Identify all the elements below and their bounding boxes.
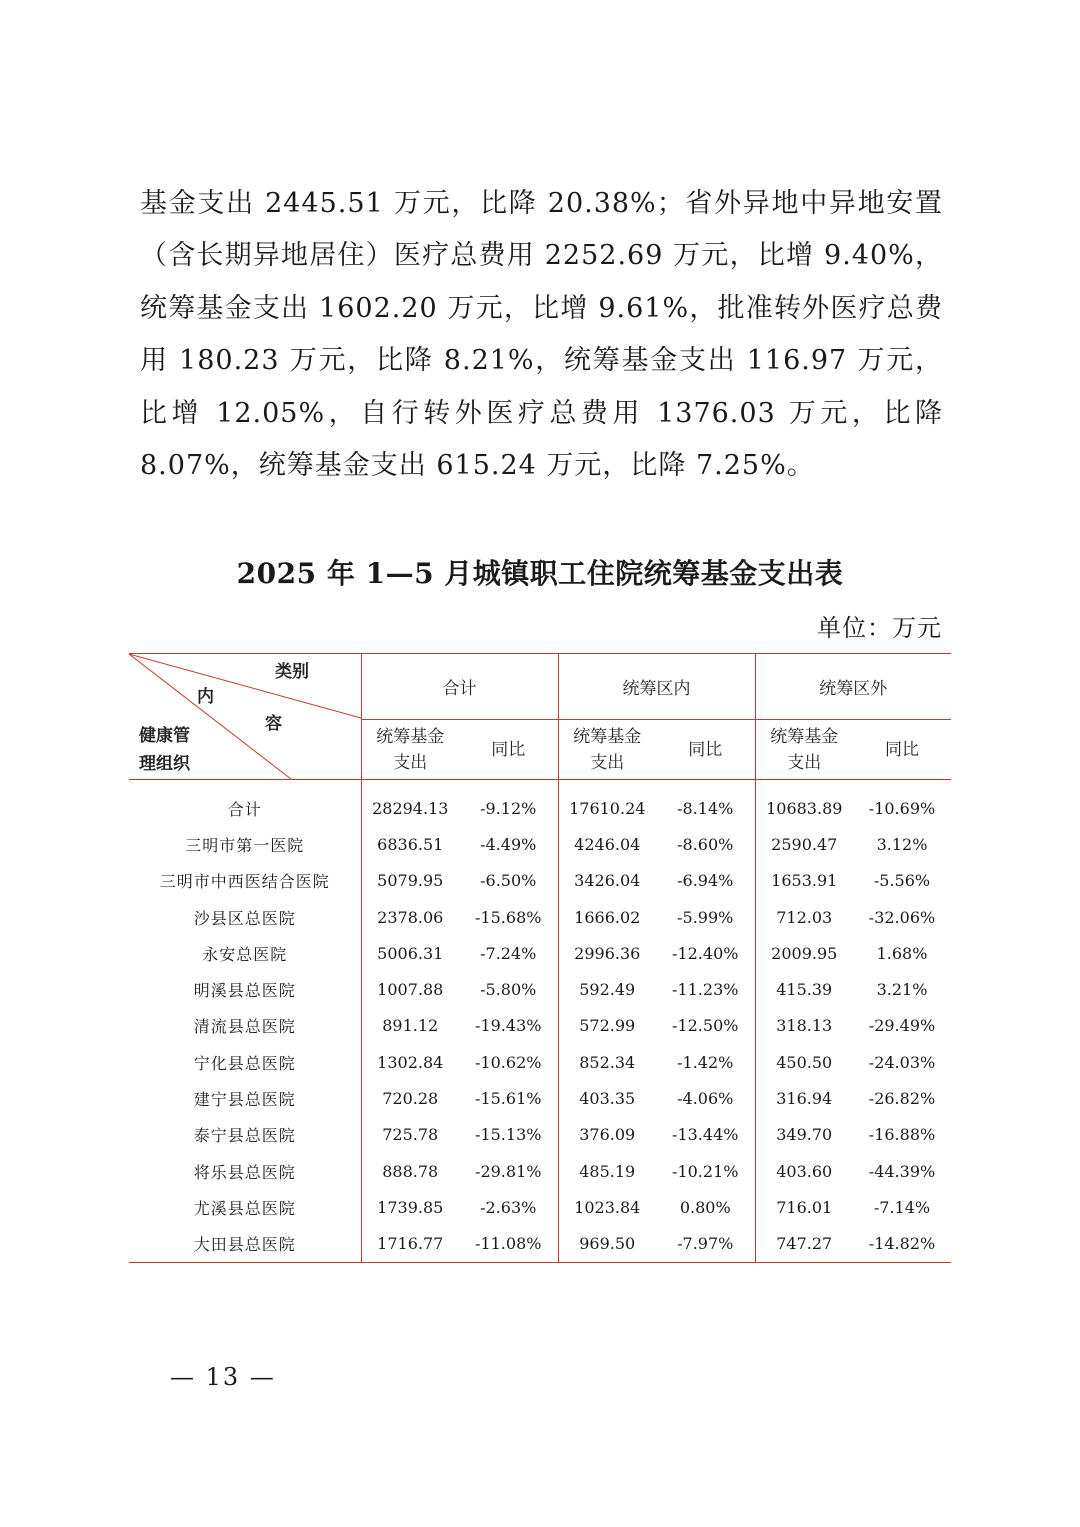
- inside-fund: 4246.04: [558, 826, 656, 862]
- total-yoy: -11.08%: [459, 1226, 558, 1263]
- total-fund: 1739.85: [361, 1189, 459, 1225]
- outside-yoy: -24.03%: [868, 1052, 936, 1072]
- total-yoy: -15.13%: [475, 1125, 542, 1145]
- org-name: 明溪县总医院: [193, 981, 296, 1001]
- inside-yoy: -4.06%: [677, 1089, 734, 1109]
- header-row-groups: [129, 654, 951, 720]
- inside-yoy: -8.60%: [677, 834, 734, 854]
- org-name: 合计: [227, 799, 262, 819]
- total-yoy: -15.61%: [475, 1089, 542, 1109]
- org-name: 清流县总医院: [193, 1017, 296, 1037]
- org-name: 尤溪县总医院: [193, 1198, 296, 1218]
- inside-fund: 592.49: [558, 971, 656, 1007]
- outside-yoy: 1.68%: [876, 943, 928, 963]
- corner-org-label-1: 健康管: [139, 726, 190, 746]
- table-row: [129, 899, 951, 935]
- total-fund: 6836.51: [361, 826, 459, 862]
- group-header-outside: 统筹区外: [755, 654, 951, 720]
- total-fund: 5006.31: [361, 935, 459, 971]
- sub-header-yoy: 同比: [656, 720, 755, 780]
- inside-yoy: -6.94%: [677, 871, 734, 891]
- inside-fund: 403.35: [558, 1080, 656, 1116]
- org-name: 泰宁县总医院: [193, 1126, 296, 1146]
- total-yoy: -15.68%: [475, 907, 542, 927]
- outside-yoy: -26.82%: [868, 1089, 936, 1109]
- total-yoy: -6.50%: [480, 871, 537, 891]
- table-row: [129, 971, 951, 1007]
- table-row: [129, 1153, 951, 1189]
- sub-header-yoy: 同比: [853, 720, 951, 780]
- org-name: 将乐县总医院: [193, 1162, 296, 1182]
- total-yoy: -2.63%: [480, 1197, 537, 1217]
- inside-fund: 1666.02: [558, 899, 656, 935]
- body-paragraph: 基金支出 2445.51 万元，比降 20.38%；省外异地中异地安置（含长期异地居住）医疗总费用 2252.69 万元，比增 9.40%，统筹基金支出 1602.20 万元，比增 9.61%，批准转外医疗总费用 180.23 万元，比降 8.21%，统筹基金支出 116.97 万元，比增 12.05%，自行转外医疗总费用 1376.03 万元，比降 8.07%，统筹基金支出 615.24 万元，比降 7.25%。: [140, 188, 943, 482]
- outside-yoy: -5.56%: [873, 871, 931, 891]
- total-fund: 1302.84: [361, 1044, 459, 1080]
- table-row: [129, 863, 951, 899]
- outside-yoy: 3.21%: [876, 980, 928, 1000]
- table-row: [129, 1044, 951, 1080]
- org-name: 三明市中西医结合医院: [159, 872, 330, 892]
- outside-fund: 450.50: [755, 1044, 853, 1080]
- total-yoy: -19.43%: [475, 1016, 542, 1036]
- total-fund: 28294.13: [361, 780, 459, 827]
- outside-fund: 747.27: [755, 1226, 853, 1263]
- inside-fund: 3426.04: [558, 863, 656, 899]
- total-fund: 1716.77: [361, 1226, 459, 1263]
- inside-yoy: -10.21%: [672, 1161, 739, 1181]
- total-fund: 1007.88: [361, 971, 459, 1007]
- outside-yoy: 3.12%: [876, 834, 928, 854]
- group-header-total: 合计: [361, 654, 558, 720]
- total-fund: 720.28: [361, 1080, 459, 1116]
- corner-org-label-2: 理组织: [139, 754, 190, 774]
- outside-yoy: -7.14%: [873, 1197, 931, 1217]
- inside-fund: 17610.24: [558, 780, 656, 827]
- outside-yoy: -10.69%: [868, 798, 936, 818]
- outside-fund: 1653.91: [755, 863, 853, 899]
- inside-fund: 572.99: [558, 1008, 656, 1044]
- total-yoy: -4.49%: [480, 834, 537, 854]
- table-row: [129, 1117, 951, 1153]
- table-row: [129, 1226, 951, 1263]
- inside-yoy: -12.50%: [672, 1016, 739, 1036]
- outside-yoy: -44.39%: [868, 1161, 936, 1181]
- outside-fund: 10683.89: [755, 780, 853, 827]
- org-name: 建宁县总医院: [193, 1090, 296, 1110]
- inside-yoy: -5.99%: [677, 907, 734, 927]
- org-name: 三明市第一医院: [185, 835, 305, 855]
- inside-fund: 1023.84: [558, 1189, 656, 1225]
- total-yoy: -7.24%: [480, 943, 537, 963]
- group-header-inside: 统筹区内: [558, 654, 755, 720]
- fund-expenditure-table: [129, 653, 951, 1263]
- sub-header-yoy: 同比: [459, 720, 558, 780]
- inside-fund: 969.50: [558, 1226, 656, 1263]
- total-yoy: -10.62%: [475, 1052, 542, 1072]
- outside-fund: 349.70: [755, 1117, 853, 1153]
- inside-yoy: -12.40%: [672, 943, 739, 963]
- outside-fund: 712.03: [755, 899, 853, 935]
- outside-fund: 403.60: [755, 1153, 853, 1189]
- table-unit: 单位：万元: [817, 614, 942, 642]
- outside-yoy: -16.88%: [868, 1125, 936, 1145]
- outside-fund: 2009.95: [755, 935, 853, 971]
- total-fund: 725.78: [361, 1117, 459, 1153]
- inside-fund: 485.19: [558, 1153, 656, 1189]
- outside-fund: 318.13: [755, 1008, 853, 1044]
- inside-fund: 376.09: [558, 1117, 656, 1153]
- total-fund: 5079.95: [361, 863, 459, 899]
- inside-yoy: -13.44%: [672, 1125, 739, 1145]
- total-yoy: -5.80%: [480, 980, 537, 1000]
- outside-yoy: -29.49%: [868, 1016, 936, 1036]
- total-fund: 2378.06: [361, 899, 459, 935]
- table-row: [129, 1189, 951, 1225]
- corner-content-label-1: 内: [197, 687, 214, 707]
- outside-fund: 316.94: [755, 1080, 853, 1116]
- table-row: [129, 935, 951, 971]
- inside-yoy: -1.42%: [677, 1052, 734, 1072]
- inside-yoy: -7.97%: [656, 1226, 755, 1263]
- outside-fund: 2590.47: [755, 826, 853, 862]
- outside-fund: 415.39: [755, 971, 853, 1007]
- total-fund: 888.78: [361, 1153, 459, 1189]
- table-row: [129, 780, 951, 827]
- table-title: 2025 年 1—5 月城镇职工住院统筹基金支出表: [236, 557, 844, 590]
- total-yoy: -9.12%: [480, 798, 537, 818]
- inside-yoy: -11.23%: [672, 980, 739, 1000]
- outside-fund: 716.01: [755, 1189, 853, 1225]
- org-name: 宁化县总医院: [193, 1053, 296, 1073]
- corner-header-cell: [129, 654, 361, 780]
- sub-header-fund: 统筹基金 支出: [558, 720, 656, 780]
- table-row: [129, 826, 951, 862]
- corner-content-label-2: 容: [265, 714, 282, 734]
- outside-yoy: -32.06%: [868, 907, 936, 927]
- sub-header-fund: 统筹基金 支出: [361, 720, 459, 780]
- inside-yoy: 0.80%: [679, 1197, 731, 1217]
- table-row: [129, 1008, 951, 1044]
- inside-fund: 2996.36: [558, 935, 656, 971]
- org-name: 永安总医院: [202, 944, 288, 964]
- org-name: 大田县总医院: [129, 1226, 361, 1263]
- page-number: — 13 —: [170, 1363, 276, 1391]
- org-name: 沙县区总医院: [193, 908, 296, 928]
- total-yoy: -29.81%: [475, 1161, 542, 1181]
- inside-yoy: -8.14%: [677, 798, 734, 818]
- corner-category-label: 类别: [275, 662, 309, 682]
- sub-header-fund: 统筹基金 支出: [755, 720, 853, 780]
- outside-yoy: -14.82%: [853, 1226, 951, 1263]
- inside-fund: 852.34: [558, 1044, 656, 1080]
- table-row: [129, 1080, 951, 1116]
- total-fund: 891.12: [361, 1008, 459, 1044]
